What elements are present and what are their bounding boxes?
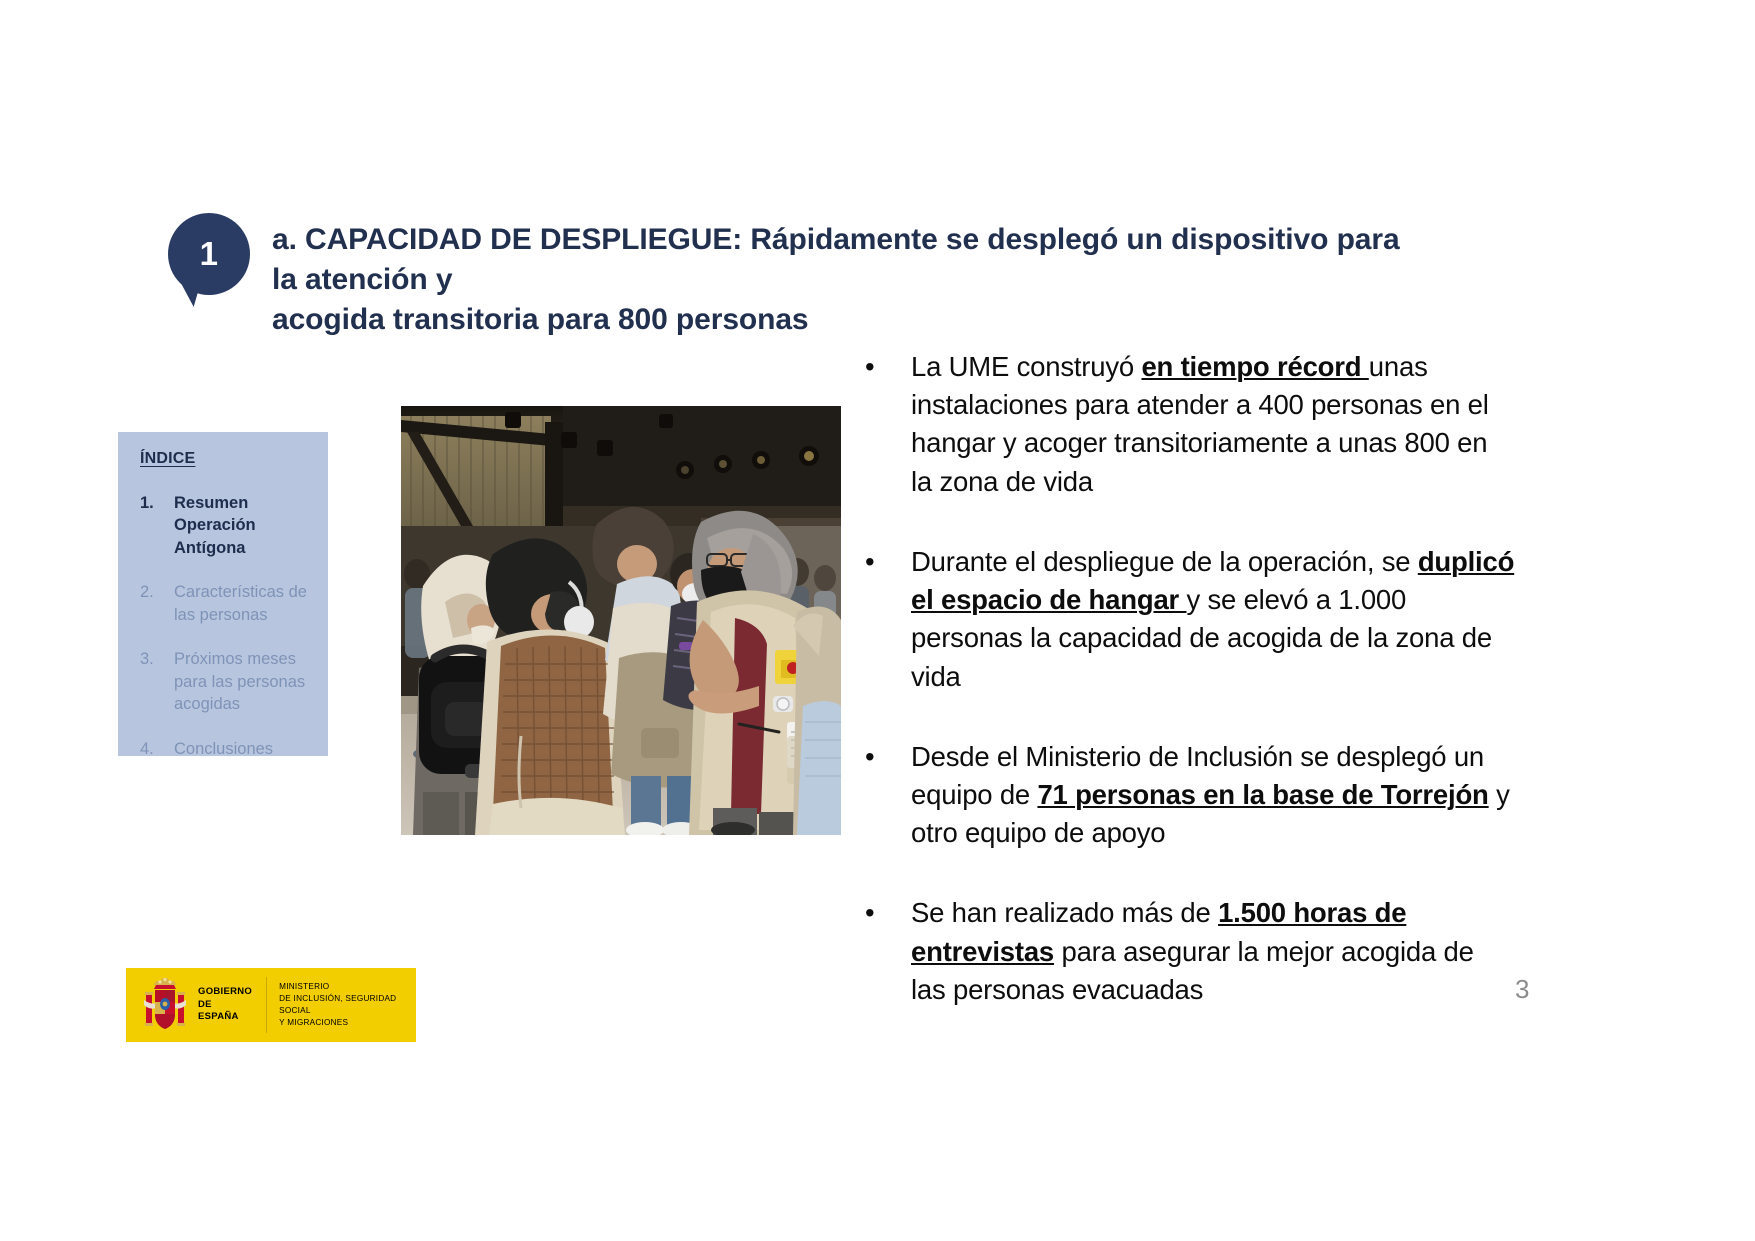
bullet-marker-icon: • (865, 897, 875, 929)
page-title-line-1: a. CAPACIDAD DE DESPLIEGUE: Rápidamente se desplegó un dispositivo para la atención y (272, 223, 1400, 296)
index-item-number: 2. (140, 583, 154, 602)
index-item-2[interactable] (140, 581, 328, 626)
index-heading: ÍNDICE (140, 450, 196, 467)
bullet-marker-icon: • (865, 740, 875, 772)
bullet-text-run: Se han realizado más de (911, 897, 1219, 929)
bullet-text-run-emphasis: en tiempo récord (1141, 351, 1369, 382)
index-item-label: Resumen Operación Antígona (174, 494, 256, 557)
bullet-marker-icon: • (865, 545, 875, 577)
index-item-number: 3. (140, 650, 154, 669)
bullet-text-run: La UME construyó (911, 351, 1142, 382)
bullet-text-run: unas instalaciones para atender a 400 personas en el hangar y acoger transitoriamente a unas 800 en la zona de vida (911, 351, 1489, 497)
bullet-text-run: y se elevó a 1.000 personas la capacidad de acogida de la zona de vida (911, 584, 1492, 692)
bullet-marker-icon: • (865, 351, 875, 382)
page-title (272, 220, 1432, 340)
index-item-label: Conclusiones (174, 739, 274, 758)
index-item-1[interactable] (140, 492, 328, 559)
bullet-text-run-emphasis: 1.500 horas de entrevistas (911, 897, 1407, 967)
government-logo (126, 968, 416, 1042)
hangar-photo (401, 406, 841, 835)
bullet-text-run-emphasis: duplicó el espacio de hangar (911, 545, 1515, 616)
bullet-text-run: Durante el despliegue de la operación, se (911, 545, 1418, 577)
index-item-label: Próximos meses para las personas acogidas (174, 650, 306, 714)
bullet-item-2 (855, 543, 1515, 696)
bullet-item-3 (855, 738, 1515, 853)
logo-ministry-text: MINISTERIO DE INCLUSIÓN, SEGURIDAD SOCIAL Y MIGRACIONES (279, 982, 397, 1027)
index-item-number: 4. (140, 739, 154, 758)
spain-coat-of-arms-icon (142, 978, 188, 1032)
bullet-list (855, 348, 1515, 1009)
bullet-text-run-emphasis: 71 personas en la base de Torrejón (1037, 778, 1489, 810)
badge-number: 1 (199, 235, 219, 272)
logo-divider (266, 977, 267, 1033)
page-number: 3 (1515, 974, 1530, 1004)
index-panel (118, 432, 328, 756)
index-item-label: Características de las personas (174, 583, 307, 624)
page-title-line-2: acogida transitoria para 800 personas (272, 302, 809, 336)
bullet-item-4 (855, 894, 1515, 1009)
section-number-badge (168, 213, 250, 307)
bullet-text-run: Desde el Ministerio de Inclusión se desplegó un equipo de (911, 740, 1485, 810)
bullet-text-run: y otro equipo de apoyo (911, 778, 1510, 849)
bullet-item-1 (855, 348, 1515, 501)
index-item-3[interactable] (140, 648, 328, 715)
index-list (118, 492, 328, 760)
logo-government-text: GOBIERNO DE ESPAÑA (198, 986, 253, 1023)
index-item-number: 1. (140, 494, 154, 512)
hangar-photo-illustration (401, 406, 841, 835)
index-item-4[interactable] (140, 738, 328, 760)
bullet-text-run: para asegurar la mejor acogida de las personas evacuadas (911, 935, 1474, 1005)
